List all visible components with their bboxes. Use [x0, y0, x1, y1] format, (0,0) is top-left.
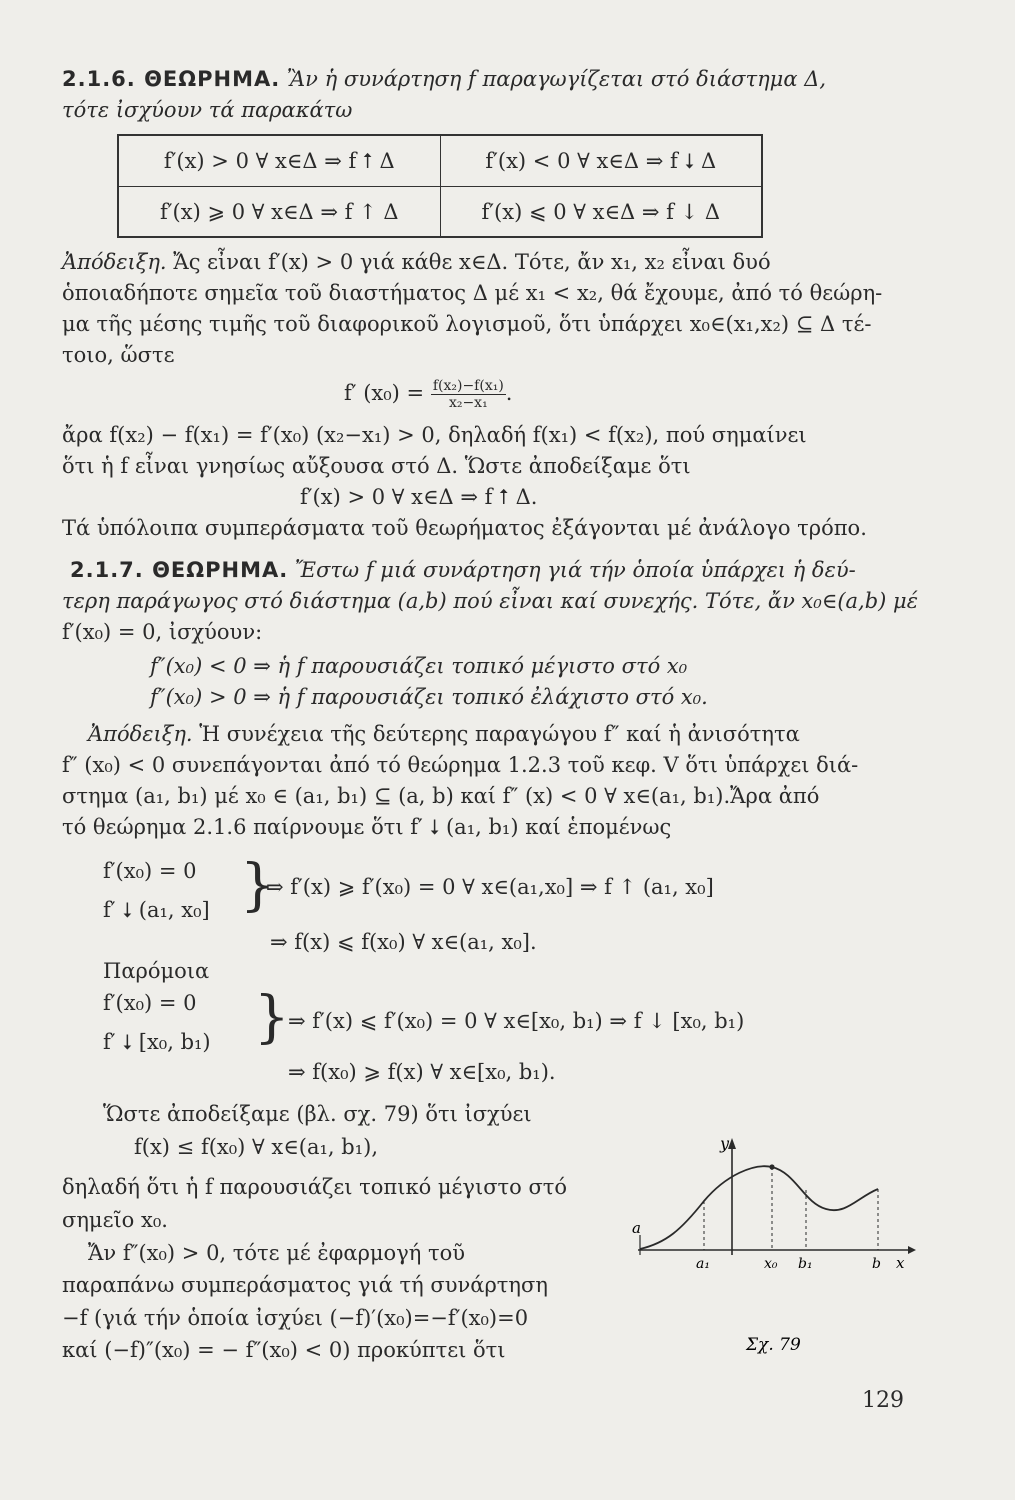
theorem-217-line3: f′(x₀) = 0, ἰσχύουν:	[62, 620, 263, 644]
page-number: 129	[862, 1388, 904, 1413]
conclusion-line3: δηλαδή ὅτι ἡ f παρουσιάζει τοπικό μέγιστο στό	[62, 1175, 568, 1199]
proof-217-line1	[88, 721, 800, 747]
conclusion-line1: Ὥστε ἀποδείξαμε (βλ. σχ. 79) ὅτι ἰσχύει	[103, 1102, 532, 1126]
system2-result2: ⇒ f(x₀) ⩾ f(x) ∀ x∈[x₀, b₁).	[288, 1060, 556, 1084]
system2-result1: ⇒ f′(x) ⩽ f′(x₀) = 0 ∀ x∈[x₀, b₁) ⇒ f ↓ [x₀, b₁)	[288, 1009, 745, 1033]
system2-eq-a: f′(x₀) = 0	[103, 991, 197, 1015]
theorem-217-heading: 2.1.7. ΘΕΩΡΗΜΑ.	[70, 558, 289, 582]
theorem-217-line2: τερη παράγωγος στό διάστημα (a,b) πού εἶναι καί συνεχής. Τότε, ἄν x₀∈(a,b) μέ	[62, 589, 918, 613]
function-curve	[640, 1166, 878, 1249]
system1-eq-b: f′ ⭣ (a₁, x₀]	[103, 898, 210, 922]
x-axis-label: x	[896, 1254, 905, 1272]
fraction-denominator: x₂−x₁	[448, 395, 488, 411]
formula-lhs: f′ (x₀) =	[344, 381, 425, 405]
figure-caption: Σχ. 79	[746, 1335, 801, 1355]
conclusion-line5: Ἄν f″(x₀) > 0, τότε μέ ἐφαρμογή τοῦ	[88, 1241, 466, 1265]
formula-fraction	[431, 378, 506, 411]
proof-216-line6: ὅτι ἡ f εἶναι γνησίως αὔξουσα στό Δ. Ὥστε ἀποδείξαμε ὅτι	[62, 454, 691, 478]
figure-79	[626, 1135, 916, 1365]
y-axis-arrow-icon	[728, 1138, 736, 1149]
theorem-216-line	[62, 66, 826, 92]
mean-value-formula: f′ (x₀) = $\frac{\text{f(x₂)−f(x₁)}}{\text{x₂−x₁}}$ .	[344, 378, 513, 411]
x-axis-arrow-icon	[908, 1246, 916, 1254]
proof-216-line1	[62, 249, 771, 275]
theorem-217-case1: f″(x₀) < 0 ⇒ ἡ f παρουσιάζει τοπικό μέγιστο στό x₀	[150, 654, 688, 678]
label-x0: x₀	[764, 1256, 778, 1272]
theorem-216-heading: 2.1.6. ΘΕΩΡΗΜΑ.	[62, 67, 281, 91]
proof-216-line3: μα τῆς μέσης τιμῆς τοῦ διαφορικοῦ λογισμοῦ, ὅτι ὑπάρχει x₀∈(x₁,x₂) ⊆ Δ τέ-	[62, 312, 872, 336]
table-cell-increasing: f′(x) ⩾ 0 ∀ x∈Δ ⇒ f ↑ Δ	[118, 187, 440, 237]
label-b1: b₁	[798, 1256, 813, 1272]
conclusion-line8: καί (−f)″(x₀) = − f″(x₀) < 0) προκύπτει ὅτι	[62, 1338, 506, 1362]
proof-217-line2: f″ (x₀) < 0 συνεπάγονται ἀπό τό θεώρημα 1.2.3 τοῦ κεφ. V ὅτι ὑπάρχει διά-	[62, 753, 859, 777]
similarly-label: Παρόμοια	[103, 959, 210, 983]
conclusion-line6: παραπάνω συμπεράσματος γιά τή συνάρτηση	[62, 1273, 548, 1297]
proof-216-line7: f′(x) > 0 ∀ x∈Δ ⇒ f ⭡ Δ.	[300, 485, 538, 509]
theorem-216-statement: Ἂν ἡ συνάρτηση f παραγωγίζεται στό διάστημα Δ,	[286, 67, 827, 91]
theorem-217-statement: Ἔστω f μιά συνάρτηση γιά τήν ὁποία ὑπάρχει ἡ δεύ-	[294, 558, 856, 582]
theorem-217-case2: f″(x₀) > 0 ⇒ ἡ f παρουσιάζει τοπικό ἐλάχιστο στό x₀.	[150, 685, 708, 709]
conclusion-line7: −f (γιά τήν ὁποία ἰσχύει (−f)′(x₀)=−f′(x₀)=0	[62, 1306, 529, 1330]
label-a: a	[632, 1219, 641, 1237]
system1-result1: ⇒ f′(x) ⩾ f′(x₀) = 0 ∀ x∈(a₁,x₀] ⇒ f ↑ (a₁, x₀]	[266, 875, 714, 899]
max-point	[769, 1164, 774, 1169]
system1-eq-a: f′(x₀) = 0	[103, 859, 197, 883]
theorem-217-line1	[70, 557, 856, 583]
proof-text: Ἡ συνέχεια τῆς δεύτερης παραγώγου f″ καί ἡ ἀνισότητα	[199, 722, 800, 746]
proof-label: Ἀπόδειξη.	[62, 250, 167, 274]
right-brace-icon: }	[240, 853, 276, 918]
proof-216-line2: ὁποιαδήποτε σημεῖα τοῦ διαστήματος Δ μέ x₁ < x₂, θά ἔχουμε, ἀπό τό θεώρη-	[62, 281, 883, 305]
conclusion-line4: σημεῖο x₀.	[62, 1208, 168, 1232]
y-axis-label: y	[720, 1135, 730, 1153]
system1-result2: ⇒ f(x) ⩽ f(x₀) ∀ x∈(a₁, x₀].	[270, 930, 537, 954]
table-cell-decreasing: f′(x) ⩽ 0 ∀ x∈Δ ⇒ f ↓ Δ	[440, 187, 762, 237]
proof-216-line8: Τά ὑπόλοιπα συμπεράσματα τοῦ θεωρήματος ἐξάγονται μέ ἀνάλογο τρόπο.	[62, 516, 867, 540]
system2-eq-b: f′ ⭣ [x₀, b₁)	[103, 1030, 211, 1054]
right-brace-icon: }	[254, 985, 290, 1050]
proof-label: Ἀπόδειξη.	[88, 722, 193, 746]
table-cell-decreasing-strict: f′(x) < 0 ∀ x∈Δ ⇒ f ⭣ Δ	[440, 135, 762, 187]
theorem-216-statement-cont: τότε ἰσχύουν τά παρακάτω	[62, 98, 353, 122]
proof-217-line4: τό θεώρημα 2.1.6 παίρνουμε ὅτι f′ ⭣ (a₁, b₁) καί ἑπομένως	[62, 815, 672, 839]
conclusion-line2: f(x) ≤ f(x₀) ∀ x∈(a₁, b₁),	[134, 1135, 378, 1159]
proof-217-line3: στημα (a₁, b₁) μέ x₀ ∈ (a₁, b₁) ⊆ (a, b) καί f″ (x) < 0 ∀ x∈(a₁, b₁).Ἄρα ἀπό	[62, 784, 820, 808]
monotonicity-table	[117, 134, 763, 238]
proof-216-line4: τοιο, ὥστε	[62, 343, 175, 367]
label-b: b	[872, 1256, 881, 1272]
proof-216-line5: ἄρα f(x₂) − f(x₁) = f′(x₀) (x₂−x₁) > 0, δηλαδή f(x₁) < f(x₂), πού σημαίνει	[62, 423, 807, 447]
label-a1: a₁	[696, 1256, 710, 1272]
proof-text: Ἄς εἶναι f′(x) > 0 γιά κάθε x∈Δ. Τότε, ἄν x₁, x₂ εἶναι δυό	[173, 250, 771, 274]
table-cell-increasing-strict: f′(x) > 0 ∀ x∈Δ ⇒ f ⭡ Δ	[118, 135, 440, 187]
fraction-numerator: f(x₂)−f(x₁)	[432, 378, 504, 394]
